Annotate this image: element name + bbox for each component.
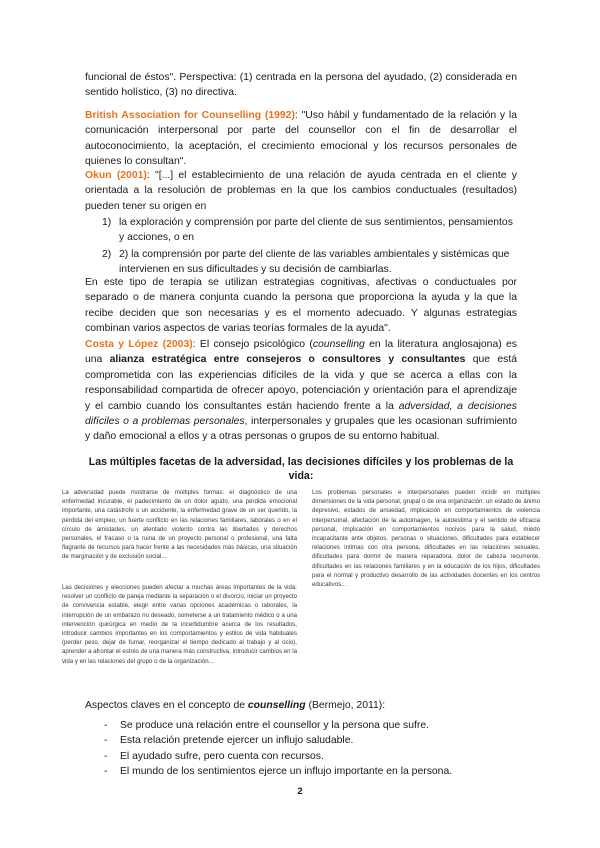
okun-text: : "[...] el establecimiento de una relación de ayuda centrada en el cliente y orientada a la resolución de problemas en la que los cambios conductuales (resultados) pueden tener su origen en (85, 170, 517, 212)
list-dash: - (104, 766, 108, 778)
okun-list (102, 215, 517, 279)
key-aspects-text-1: Aspectos claves en el concepto de (85, 700, 248, 711)
list-dash: - (104, 720, 108, 731)
list-number: 1) (102, 217, 112, 228)
key-aspects-text-2: (Bermejo, 2011): (305, 700, 386, 711)
paragraph-continuation: funcional de éstos". Perspectiva: (1) centrada en la persona del ayudado, (2) considerada en sentido holístico, (3) no directiva. (85, 72, 517, 99)
definition-okun (85, 168, 517, 214)
list-text: 2) la comprensión por parte del cliente de las variables ambientales y sistémicas que intervienen en sus dificultades y su decisión de cambiarlas. (119, 248, 510, 276)
list-text: El ayudado sufre, pero cuenta con recursos. (120, 750, 324, 762)
definition-bac (85, 108, 517, 170)
list-item (104, 764, 517, 779)
list-number: 2) (102, 248, 112, 260)
bac-colon: : (294, 110, 302, 121)
list-item (104, 733, 517, 748)
key-aspects-italic: counselling (247, 700, 306, 711)
costa-text-3: que está comprometida con las experiencias difíciles de la vida y que se acerca a ellas con la responsabilidad compartida de ofrecer apoyo, potenciación y orientación para el aprendizaje y el cambio cuando los consultantes están haciendo frente a la (85, 354, 517, 412)
figure-left-paragraph-1: La adversidad puede mostrarse de múltiples formas: el diagnóstico de una enfermedad incurable, el padecimiento de un dolor agudo, una pérdida emocional importante, una catástrofe o un accidente, la enfermedad grave de un ser querido, la pérdida del empleo, un fuerte conflicto en las relaciones familiares, laborales o en el círculo de amistades, un atentado violento contra las libertades y derechos personales, el fracaso o la ruina de un proyecto personal o profesional, una falta flagrante de recursos para hacer frente a las necesidades más básicas, una situación de marginación y de exclusión social... (62, 489, 297, 561)
figure-title: Las múltiples facetas de la adversidad, las decisiones difíciles y los problemas de la vida: (88, 456, 514, 482)
costa-italic-counselling: counselling (312, 339, 365, 350)
list-item (102, 247, 517, 278)
source-costa-lopez: Costa y López (2003) (85, 339, 193, 350)
list-text: El mundo de los sentimientos ejerce un influjo importante en la persona. (120, 766, 453, 778)
okun-closing: En este tipo de terapia se utilizan estrategias cognitivas, afectivas o conductuales por separado o de manera conjunta cuando la persona que proporciona la ayuda y la que la recibe deciden que son necesarias y es el momento adecuado. Y algunas estrategias combinan varios aspectos de varias teorías formales de la ayuda". (85, 277, 517, 335)
source-bac: British Association for Counselling (1992) (85, 110, 295, 121)
list-text: Esta relación pretende ejercer un influjo saludable. (120, 735, 354, 747)
bac-text: "Uso hábil y fundamentado de la relación y la comunicación interpersonal por parte del counsellor con el fin de desarrollar el autoconocimiento, la aceptación, el crecimiento emocional y los recursos personales de quienes lo consultan". (85, 110, 517, 168)
list-item (104, 718, 517, 733)
list-text: Se produce una relación entre el counsellor y la persona que sufre. (120, 720, 430, 731)
list-text: la exploración y comprensión por parte del cliente de sus sentimientos, pensamientos y acciones, o en (119, 217, 513, 244)
page-number: 2 (297, 786, 303, 797)
list-item (102, 215, 517, 246)
costa-text-4: , interpersonales y grupales que les ocasionan sufrimiento y daño emocional a ellos y a otras personas o grupos de su entorno habitual. (85, 416, 517, 443)
key-aspects-list (104, 718, 517, 780)
key-aspects-heading (85, 698, 517, 713)
costa-bold-alliance: alianza estratégica entre consejeros o consultores y consultantes (109, 354, 466, 366)
source-okun: Okun (2001) (85, 170, 147, 181)
costa-text-2: en la literatura anglosajona) es una (85, 339, 518, 366)
list-dash: - (104, 735, 108, 747)
definition-costa-lopez (85, 337, 517, 445)
figure-left-paragraph-2: Las decisiones y elecciones pueden afectar a muchas áreas importantes de la vida: resolver un conflicto de pareja mediante la separación o el divorcio, iniciar un proyecto de convivencia estable, elegir entre varias opciones académicas o laborales, la interrupción de un embarazo no deseado, someterse a un tratamiento médico o a una intervención quirúrgica en medio de la incertidumbre acerca de los resultados, introducir cambios importantes en los comportamientos y estilos de vida habituales (perder peso, dejar de fumar, reorganizar el tiempo dedicado al trabajo y al ocio), aprender a afrontar el estrés de una manera más constructiva, introducir cambios en la vida y en las relaciones del grupo o de la organización... (62, 584, 297, 665)
costa-text-1: : El consejo psicológico ( (192, 339, 313, 350)
list-dash: - (104, 750, 108, 762)
costa-italic-adversity: adversidad, a decisiones difíciles o a problemas personales (85, 400, 518, 428)
list-item (104, 749, 517, 764)
figure-right-paragraph: Los problemas personales e interpersonales pueden incidir en múltiples dimensiones de la vida personal, grupal o de una organización: un estado de ánimo depresivo, estados de ansiedad, implicación en comportamientos de violencia interpersonal, afectación de la autoimagen, la autoestima y el sentido de eficacia personal, implicación en comportamientos nocivos para la salud, miedo incapacitante ante objetos, personas o situaciones, dificultades para establecer relaciones íntimas con otra persona, dificultades en las relaciones sexuales, dificultades para dormir de manera reparadora, dolor de cabeza recurrente, dificultades en las relaciones familiares y en la educación de los hijos, dificultades para el normal y productivo desarrollo de las actividades docentes en los centros educativos... (312, 489, 540, 589)
